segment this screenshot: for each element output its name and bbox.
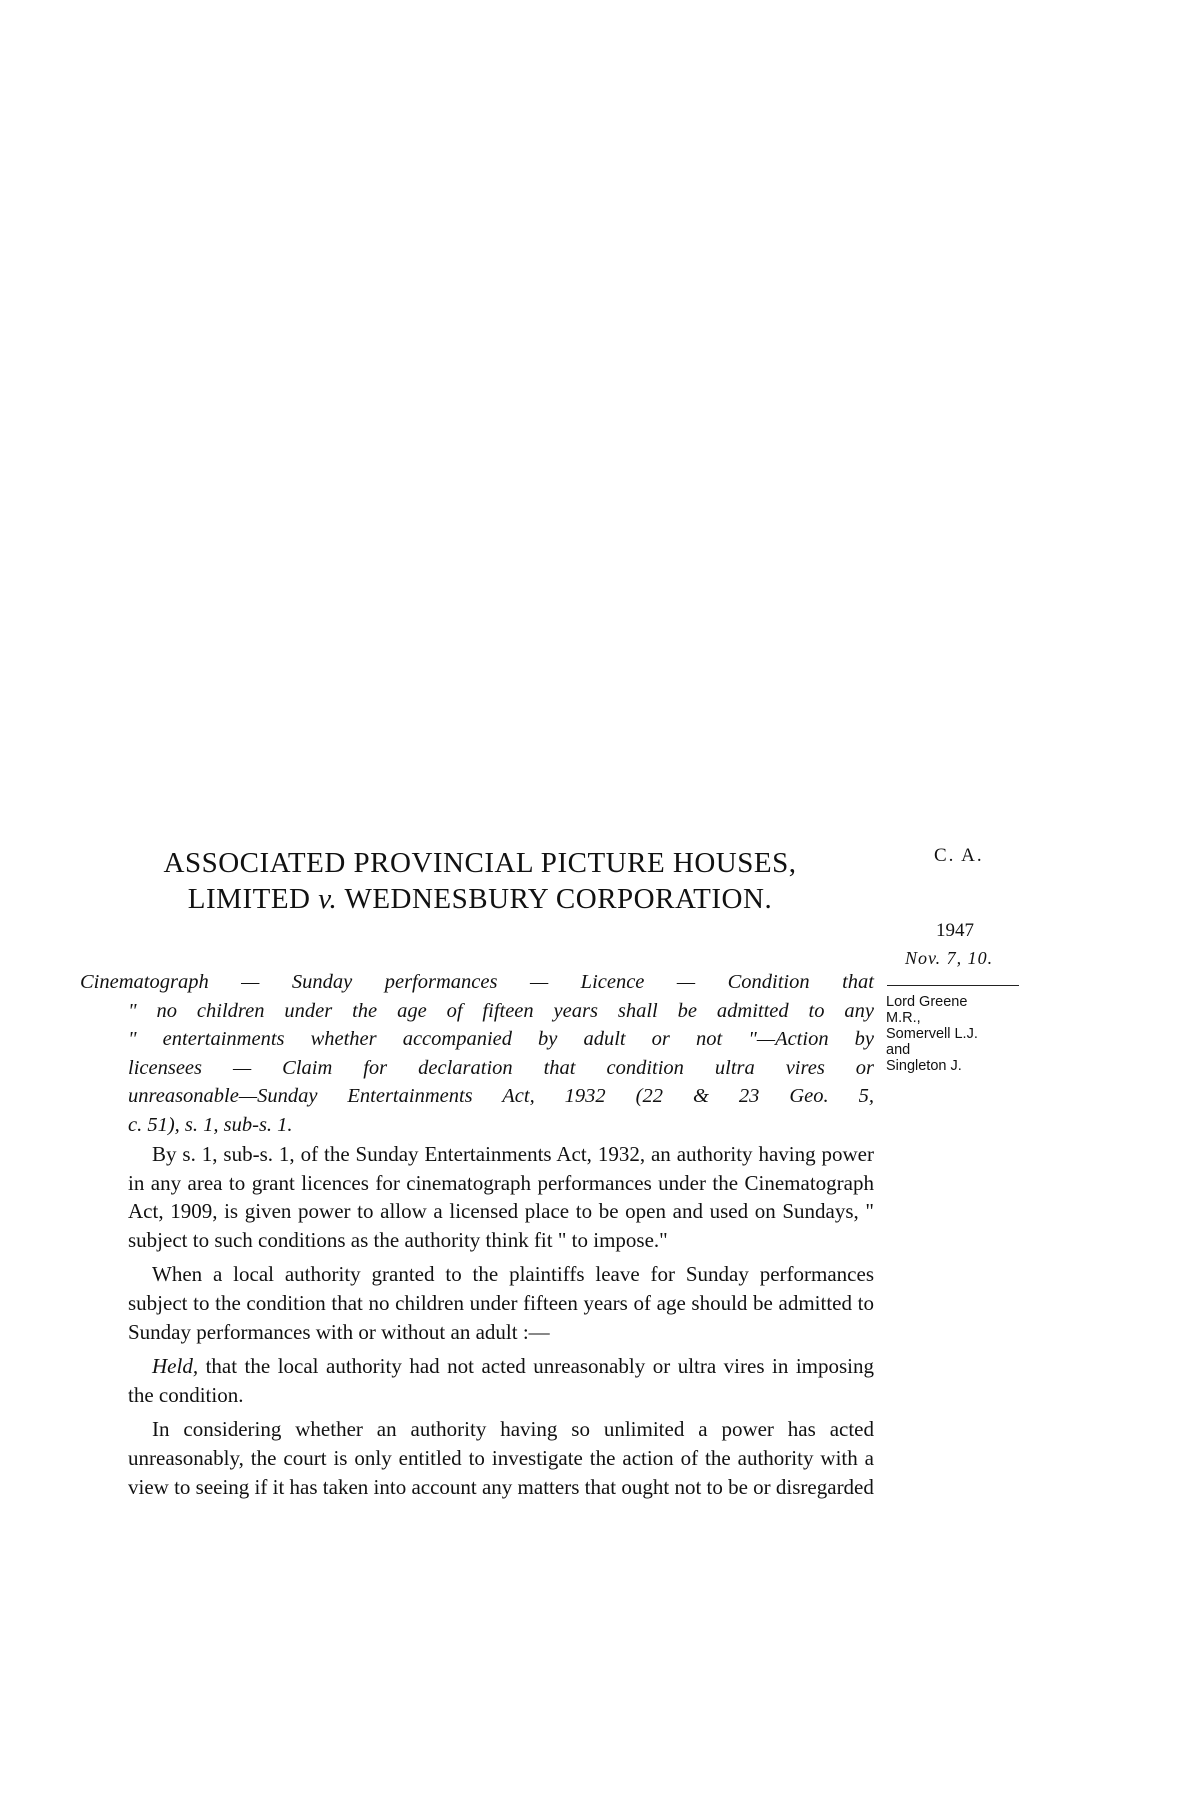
judge-line: and [886, 1042, 911, 1058]
judge-line: Lord Greene [886, 994, 968, 1010]
case-title-line-1: ASSOCIATED PROVINCIAL PICTURE HOUSES, [163, 847, 797, 879]
year-label: 1947 [936, 920, 974, 941]
body-paragraph: In considering whether an authority having so unlimited a power has acted unreasonably, the court is only entitled to investigate the action of the authority with a view to seeing if it has taken into account any matters that ought not to be or disregarded [128, 1417, 874, 1499]
held-text: that the local authority had not acted unreasonably or ultra vires in imposing the condition. [128, 1354, 874, 1407]
body-paragraph: By s. 1, sub-s. 1, of the Sunday Entertainments Act, 1932, an authority having power in any area to grant licences for cinematograph performances under the Cinematograph Act, 1909, is given power to allow a licensed place to be open and used on Sundays, " subject to such conditions as the authority think fit " to impose." [128, 1142, 874, 1252]
court-label: C. A. [934, 845, 984, 866]
body-paragraph: When a local authority granted to the plaintiffs leave for Sunday performances subject to the condition that no children under fifteen years of age should be admitted to Sunday performances with or without an adult :— [128, 1262, 874, 1344]
judge-line: Singleton J. [886, 1058, 962, 1074]
headnote-line: Cinematograph — Sunday performances — Licence — Condition that [80, 971, 874, 993]
catchwords-headnote [80, 968, 874, 1139]
versus-mark: v. [318, 883, 338, 915]
headnote-line: licensees — Claim for declaration that condition ultra vires or [128, 1056, 874, 1079]
case-title-defendant: WEDNESBURY CORPORATION. [344, 883, 773, 915]
held-paragraph [128, 1352, 874, 1409]
headnote-line: c. 51), s. 1, sub-s. 1. [128, 1113, 293, 1136]
held-label: Held, [152, 1354, 199, 1379]
case-title-plaintiff-suffix: LIMITED [187, 883, 311, 915]
headnote-line: unreasonable—Sunday Entertainments Act, 1932 (22 & 23 Geo. 5, [128, 1085, 874, 1107]
judge-line: Somervell L.J. [886, 1026, 978, 1042]
case-title [130, 845, 830, 917]
headnote-line: " entertainments whether accompanied by adult or not "—Action by [128, 1028, 874, 1050]
hearing-dates: Nov. 7, 10. [905, 948, 994, 968]
judge-line: M.R., [886, 1010, 921, 1026]
case-title-line-2 [130, 881, 830, 917]
margin-divider [887, 985, 1019, 986]
judges-list [886, 994, 1026, 1074]
headnote-body [128, 1140, 874, 1507]
headnote-line: " no children under the age of fifteen years shall be admitted to any [128, 999, 874, 1022]
